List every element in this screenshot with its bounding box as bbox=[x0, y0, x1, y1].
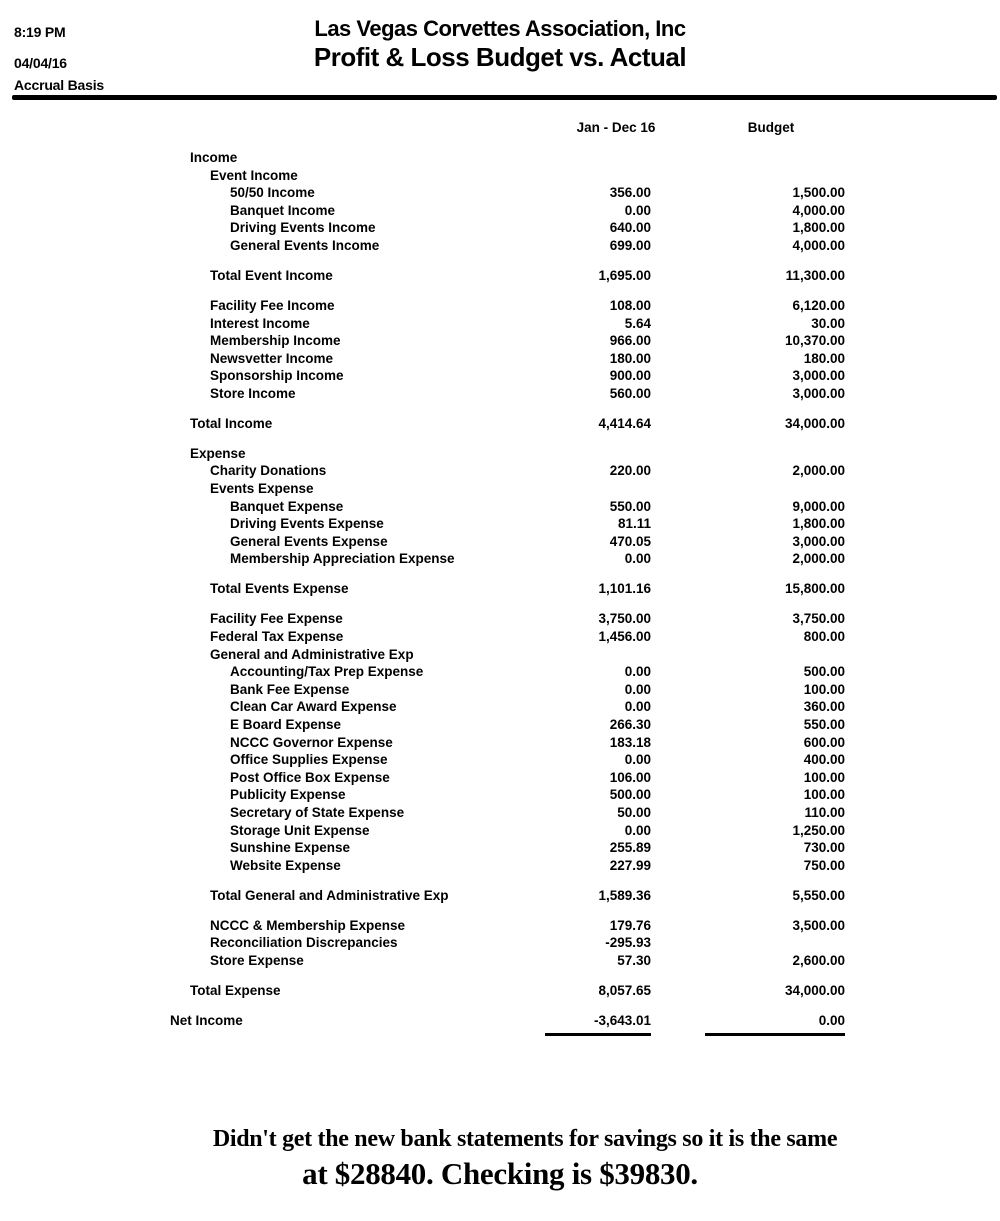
row-value-budget: 3,000.00 bbox=[792, 385, 845, 401]
report-row bbox=[0, 445, 1000, 463]
row-value-actual: 500.00 bbox=[609, 787, 651, 803]
row-value-budget: 3,500.00 bbox=[792, 917, 845, 933]
report-row bbox=[0, 184, 1000, 202]
report-row bbox=[0, 267, 1000, 285]
row-label: 50/50 Income bbox=[230, 185, 315, 201]
row-value-budget: 3,750.00 bbox=[792, 611, 845, 627]
row-label: Total General and Administrative Exp bbox=[210, 887, 449, 903]
row-value-budget: 750.00 bbox=[803, 857, 845, 873]
row-value-actual: 50.00 bbox=[617, 804, 651, 820]
row-label: Reconciliation Discrepancies bbox=[210, 935, 398, 951]
row-value-budget: 4,000.00 bbox=[792, 237, 845, 253]
row-label: Office Supplies Expense bbox=[230, 752, 388, 768]
row-value-budget: 2,000.00 bbox=[792, 551, 845, 567]
row-value-actual: -295.93 bbox=[605, 935, 651, 951]
accounting-basis: Accrual Basis bbox=[14, 77, 105, 93]
row-value-actual: 3,750.00 bbox=[598, 611, 651, 627]
row-value-actual: 699.00 bbox=[609, 237, 651, 253]
row-value-budget: 360.00 bbox=[803, 699, 845, 715]
report-row bbox=[0, 149, 1000, 167]
row-value-actual: 106.00 bbox=[609, 769, 651, 785]
row-label: Sunshine Expense bbox=[230, 840, 351, 856]
row-label: Driving Events Income bbox=[230, 220, 376, 236]
row-label: Total Events Expense bbox=[210, 581, 349, 597]
report-row bbox=[0, 628, 1000, 646]
row-value-budget: 180.00 bbox=[803, 350, 845, 366]
row-value-budget: 11,300.00 bbox=[785, 267, 845, 283]
row-value-actual: 227.99 bbox=[609, 857, 651, 873]
row-value-budget: 30.00 bbox=[811, 315, 845, 331]
row-value-budget: 0.00 bbox=[818, 1012, 845, 1028]
report-row bbox=[0, 415, 1000, 433]
report-row bbox=[0, 350, 1000, 368]
row-value-budget: 100.00 bbox=[803, 769, 845, 785]
report-rows bbox=[0, 149, 1000, 1029]
row-label: Post Office Box Expense bbox=[230, 769, 390, 785]
report-row bbox=[0, 237, 1000, 255]
report-row bbox=[0, 804, 1000, 822]
report-row bbox=[0, 1012, 1000, 1030]
report-row bbox=[0, 462, 1000, 480]
report-row bbox=[0, 917, 1000, 935]
row-value-actual: 0.00 bbox=[624, 681, 651, 697]
row-value-actual: 1,456.00 bbox=[598, 629, 651, 644]
row-value-actual: 266.30 bbox=[609, 716, 651, 732]
row-label: Store Expense bbox=[210, 952, 304, 968]
row-value-budget: 2,000.00 bbox=[792, 463, 845, 479]
row-value-budget: 15,800.00 bbox=[784, 581, 845, 597]
row-label: General Events Expense bbox=[230, 533, 388, 549]
report-row bbox=[0, 982, 1000, 1000]
row-value-actual: 560.00 bbox=[609, 385, 651, 401]
row-value-budget: 34,000.00 bbox=[784, 982, 845, 998]
row-value-budget: 6,120.00 bbox=[792, 297, 845, 313]
row-value-budget: 110.00 bbox=[804, 804, 845, 820]
column-header-budget: Budget bbox=[747, 120, 795, 135]
report-row bbox=[0, 646, 1000, 664]
row-value-actual: 640.00 bbox=[609, 220, 651, 236]
row-label: Driving Events Expense bbox=[230, 516, 384, 532]
row-label: Charity Donations bbox=[210, 463, 327, 479]
report-row bbox=[0, 515, 1000, 533]
row-value-actual: 966.00 bbox=[609, 333, 651, 349]
report-row bbox=[0, 167, 1000, 185]
row-label: Membership Appreciation Expense bbox=[230, 551, 455, 567]
row-label: Event Income bbox=[210, 167, 298, 183]
row-value-budget: 34,000.00 bbox=[784, 415, 845, 431]
report-row bbox=[0, 734, 1000, 752]
report-row bbox=[0, 698, 1000, 716]
row-label: Publicity Expense bbox=[230, 787, 346, 803]
row-label: NCCC & Membership Expense bbox=[210, 917, 406, 933]
report-title: Profit & Loss Budget vs. Actual bbox=[313, 42, 687, 72]
row-value-actual: 255.89 bbox=[609, 840, 651, 856]
row-value-budget: 3,000.00 bbox=[792, 533, 845, 549]
row-label: Website Expense bbox=[230, 857, 341, 873]
row-value-actual: 180.00 bbox=[609, 350, 651, 366]
report-row bbox=[0, 202, 1000, 220]
row-value-budget: 550.00 bbox=[803, 716, 845, 732]
report-row bbox=[0, 769, 1000, 787]
row-value-budget: 1,500.00 bbox=[792, 185, 845, 201]
report-row bbox=[0, 297, 1000, 315]
report-row bbox=[0, 952, 1000, 970]
row-label: NCCC Governor Expense bbox=[230, 734, 393, 750]
row-value-budget: 3,000.00 bbox=[792, 368, 845, 384]
row-label: Facility Fee Expense bbox=[210, 611, 343, 627]
row-value-budget: 1,800.00 bbox=[792, 220, 845, 236]
report-row bbox=[0, 681, 1000, 699]
row-value-actual: 183.18 bbox=[609, 734, 651, 750]
row-value-actual: 0.00 bbox=[624, 664, 651, 680]
row-value-actual: 0.00 bbox=[624, 699, 651, 715]
note-line-2: at $28840. Checking is $39830. bbox=[302, 1156, 698, 1191]
row-value-actual: 0.00 bbox=[624, 822, 651, 838]
row-value-actual: 220.00 bbox=[609, 463, 651, 479]
net-income-underline-actual bbox=[545, 1033, 651, 1036]
report-row bbox=[0, 786, 1000, 804]
report-row bbox=[0, 663, 1000, 681]
row-label: Sponsorship Income bbox=[210, 368, 344, 384]
row-label: Membership Income bbox=[210, 333, 341, 349]
report-row bbox=[0, 533, 1000, 551]
report-row bbox=[0, 219, 1000, 237]
net-income-underline-budget bbox=[705, 1033, 845, 1036]
row-value-actual: 5.64 bbox=[624, 315, 651, 331]
row-value-budget: 800.00 bbox=[803, 629, 845, 644]
row-value-budget: 5,550.00 bbox=[792, 887, 845, 903]
row-value-budget: 10,370.00 bbox=[784, 333, 845, 349]
row-label: E Board Expense bbox=[230, 716, 342, 732]
row-label: Total Event Income bbox=[210, 267, 333, 283]
row-value-actual: 356.00 bbox=[609, 185, 651, 201]
row-value-actual: 81.11 bbox=[617, 516, 651, 532]
row-label: Federal Tax Expense bbox=[210, 629, 344, 644]
row-value-budget: 730.00 bbox=[803, 840, 845, 856]
row-label: General and Administrative Exp bbox=[210, 646, 414, 662]
report-row bbox=[0, 839, 1000, 857]
row-value-actual: 4,414.64 bbox=[598, 415, 651, 431]
report-row bbox=[0, 550, 1000, 568]
row-value-actual: 1,695.00 bbox=[598, 267, 651, 283]
row-label: Total Expense bbox=[190, 982, 281, 998]
row-label: Secretary of State Expense bbox=[230, 804, 405, 820]
row-value-actual: 550.00 bbox=[609, 498, 651, 514]
row-value-actual: -3,643.01 bbox=[593, 1012, 651, 1028]
row-value-budget: 100.00 bbox=[803, 681, 845, 697]
report-row bbox=[0, 610, 1000, 628]
report-row bbox=[0, 887, 1000, 905]
row-value-actual: 0.00 bbox=[624, 551, 651, 567]
row-label: Interest Income bbox=[210, 315, 310, 331]
row-value-budget: 100.00 bbox=[803, 787, 845, 803]
row-value-actual: 470.05 bbox=[609, 533, 651, 549]
row-value-actual: 900.00 bbox=[609, 368, 651, 384]
row-value-budget: 1,250.00 bbox=[792, 822, 845, 838]
report-row bbox=[0, 751, 1000, 769]
header-divider-rule bbox=[12, 95, 997, 100]
row-label: Storage Unit Expense bbox=[230, 822, 370, 838]
row-value-budget: 9,000.00 bbox=[792, 498, 845, 514]
row-label: Expense bbox=[190, 445, 246, 461]
row-label: Income bbox=[190, 150, 238, 165]
report-row bbox=[0, 934, 1000, 952]
row-value-budget: 600.00 bbox=[803, 734, 845, 750]
report-date: 04/04/16 bbox=[14, 55, 67, 71]
row-label: Events Expense bbox=[210, 481, 314, 497]
row-value-actual: 1,589.36 bbox=[598, 887, 651, 903]
row-value-actual: 8,057.65 bbox=[598, 982, 651, 998]
company-name: Las Vegas Corvettes Association, Inc bbox=[314, 16, 686, 41]
row-label: Net Income bbox=[170, 1012, 243, 1028]
report-row bbox=[0, 480, 1000, 498]
row-value-budget: 500.00 bbox=[803, 664, 845, 680]
report-row bbox=[0, 332, 1000, 350]
row-label: Clean Car Award Expense bbox=[230, 699, 397, 715]
row-label: Banquet Expense bbox=[230, 498, 344, 514]
row-value-actual: 57.30 bbox=[617, 952, 651, 968]
row-value-actual: 1,101.16 bbox=[598, 581, 651, 597]
row-value-actual: 108.00 bbox=[609, 297, 651, 313]
row-label: Accounting/Tax Prep Expense bbox=[230, 664, 424, 680]
row-value-budget: 4,000.00 bbox=[792, 202, 845, 218]
row-label: Bank Fee Expense bbox=[230, 681, 350, 697]
report-row bbox=[0, 385, 1000, 403]
row-value-actual: 0.00 bbox=[624, 752, 651, 768]
report-row bbox=[0, 580, 1000, 598]
row-value-budget: 2,600.00 bbox=[792, 952, 845, 968]
row-value-actual: 179.76 bbox=[609, 917, 651, 933]
row-label: Newsvetter Income bbox=[210, 350, 334, 366]
report-row bbox=[0, 498, 1000, 516]
report-time: 8:19 PM bbox=[14, 24, 66, 40]
row-value-budget: 400.00 bbox=[803, 752, 845, 768]
note-line-1: Didn't get the new bank statements for savings so it is the same bbox=[212, 1126, 838, 1152]
row-value-actual: 0.00 bbox=[624, 202, 651, 218]
row-label: Total Income bbox=[190, 415, 273, 431]
row-value-budget: 1,800.00 bbox=[792, 516, 845, 532]
report-row bbox=[0, 367, 1000, 385]
column-header-actual: Jan - Dec 16 bbox=[576, 120, 656, 135]
row-label: Store Income bbox=[210, 385, 296, 401]
report-row bbox=[0, 822, 1000, 840]
row-label: General Events Income bbox=[230, 237, 380, 253]
row-label: Banquet Income bbox=[230, 202, 336, 218]
report-row bbox=[0, 857, 1000, 875]
row-label: Facility Fee Income bbox=[210, 297, 335, 313]
report-row bbox=[0, 716, 1000, 734]
report-row bbox=[0, 315, 1000, 333]
